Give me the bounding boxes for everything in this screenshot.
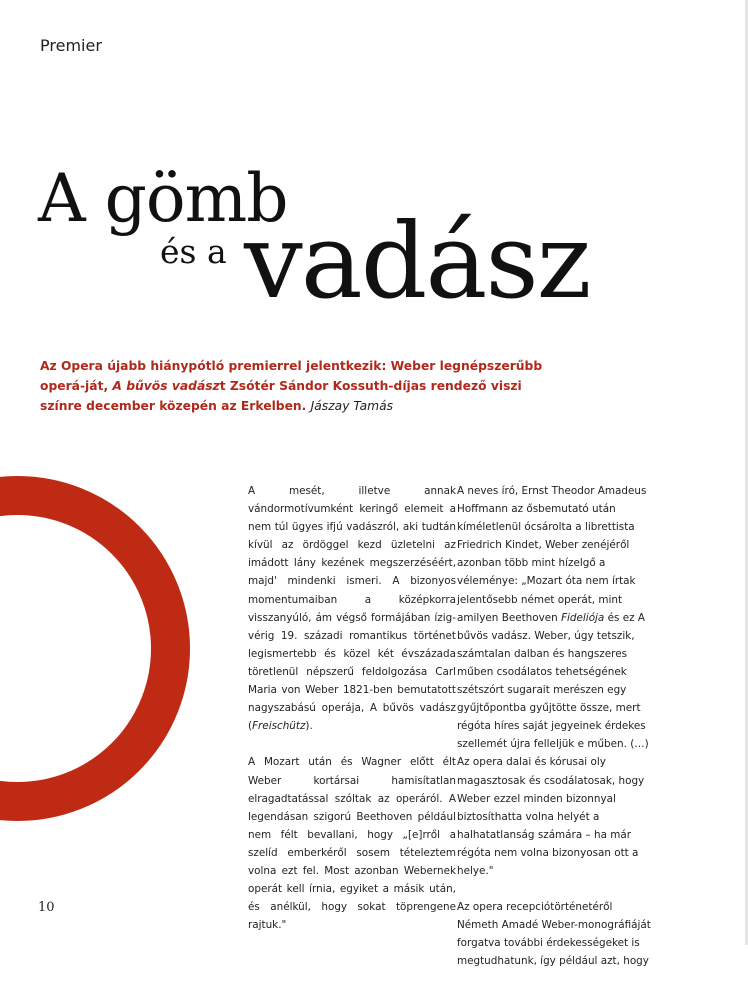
col2-paragraph-1	[457, 482, 657, 880]
col1-p1-end: ).	[305, 720, 313, 733]
col1-paragraph-2: A Mozart után és Wagner előtt élt Weber kortársai hamisítatlan elragadtatással szóltak az operáról. A legendásan szigorú Beethoven például nem félt bevallani, hogy „[e]rről a szelíd emberkéről sosem tételeztem volna ezt fel. Most azonban Webernek operát kell írnia, egyiket a másik után, és anélkül, hogy sokat töprengene rajtuk."	[248, 756, 456, 932]
col2-p1-end: és ez A bűvös vadász. Weber, úgy tetszik, számtalan dalban és hangszeres műben csodálatos tehetségének szétszórt sugarait merészen egy gyűjtőpontba gyűjtötte össze, mert régóta híres saját jegyeinek érdekes szellemét újra felleljük e műben. (…) Az opera dalai és kórusai oly magasztosak és csodálatosak, hogy Weber ezzel minden bizonnyal biztosíthatta volna helyét a halhatatlanság számára – ha már régóta nem volna bizonyosan ott a helye."	[457, 611, 649, 877]
section-label: Premier	[40, 36, 102, 55]
title-line-1: A gömb	[38, 160, 288, 237]
title-line-2: és a	[160, 232, 227, 271]
title-line-3: vadász	[244, 200, 590, 322]
col2-p1-text: A neves író, Ernst Theodor Amadeus Hoffmann az ősbemutató után kíméletlenül ócsárolta a librettista Friedrich Kindet, Weber zenéjéről azonban több mint hízelgő a véleménye: „Mozart óta nem írtak jelentősebb német operát, mint amilyen Beethoven	[457, 485, 647, 624]
lead-text-2: t Zsótér Sándor Kossuth-díjas rendező viszi színre december közepén az Erkelben.	[40, 379, 522, 413]
lead-italic-title: A bűvös vadász	[112, 379, 220, 393]
col2-paragraph-2: Az opera recepciótörténetéről Németh Amadé Weber-monográfiáját forgatva további érdekességeket is megtudhatunk, így például azt, hogy	[457, 901, 651, 968]
body-column-1	[248, 482, 456, 952]
lead-author: Jászay Tamás	[310, 399, 394, 413]
lead-text-1: Az Opera újabb hiánypótló premierrel jelentkezik: Weber legnépszerűbb operá-ját,	[40, 359, 543, 393]
col1-paragraph-1	[248, 482, 456, 735]
page-number: 10	[38, 900, 55, 915]
lead-paragraph	[40, 356, 560, 416]
col1-p1-italic: Freischütz	[252, 720, 306, 733]
col2-p1-italic: Fideliója	[561, 611, 605, 624]
col1-p1-text: A mesét, illetve annak vándormotívumként keringő elemeit a nem túl ügyes ifjú vadászról, aki tudtán kívül az ördöggel kezd üzletelni az imádott lány kezének megszerzéséért, majd' mindenki ismeri. A bizonyos momentumaiban a középkorra visszanyúló, ám végső formájában ízig-vérig 19. századi romantikus történet legismertebb és közel két évszázada töretlenül népszerű feldolgozása Carl Maria von Weber 1821-ben bemutatott nagyszabású operája, A bűvös vadász (	[248, 485, 456, 733]
decorative-red-circle	[0, 476, 190, 821]
body-column-2	[457, 482, 657, 989]
